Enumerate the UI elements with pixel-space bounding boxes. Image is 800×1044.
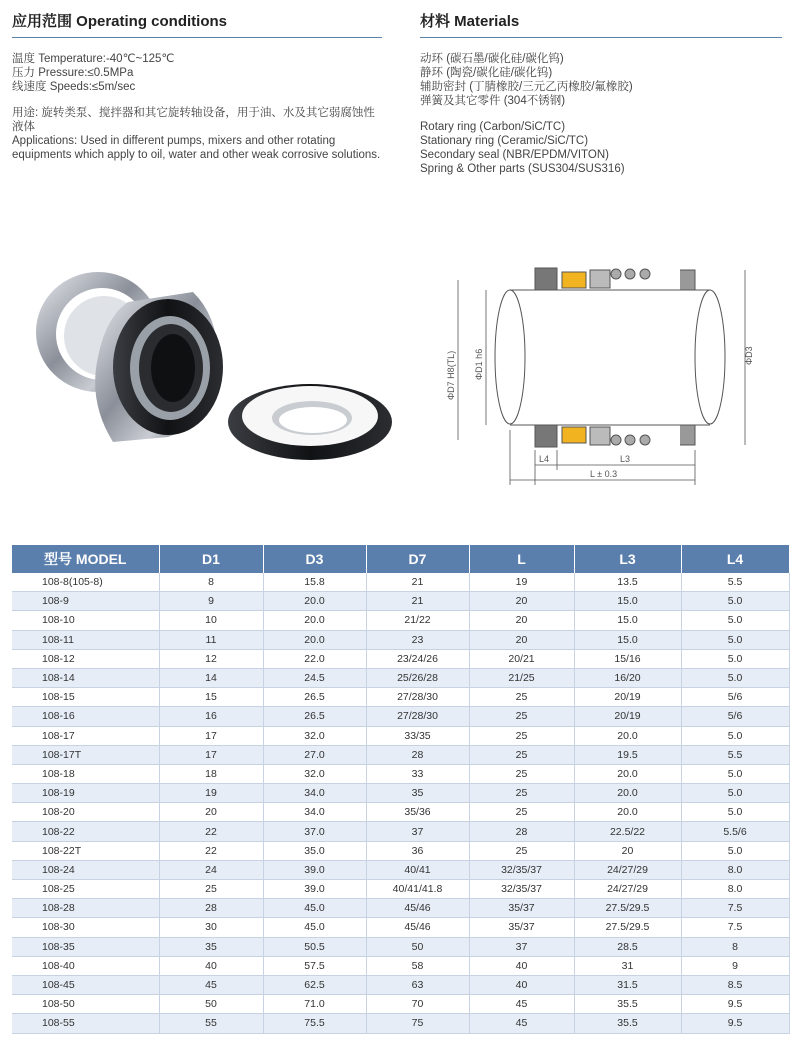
cell-d7: 21 [366, 573, 469, 592]
materials-text [420, 52, 782, 176]
cell-l4: 7.5 [681, 918, 789, 937]
cell-d7: 45/46 [366, 899, 469, 918]
table-row [12, 707, 789, 726]
cell-d1: 19 [159, 784, 263, 803]
cell-l4: 5.0 [681, 803, 789, 822]
cell-l3: 35.5 [574, 995, 681, 1014]
cell-d3: 45.0 [263, 918, 366, 937]
cell-l: 25 [469, 726, 574, 745]
seal-product-photo [18, 262, 398, 462]
cell-d1: 35 [159, 937, 263, 956]
cell-model: 108-8(105-8) [12, 573, 159, 592]
col-header-l4: L4 [681, 545, 789, 573]
cell-l: 35/37 [469, 899, 574, 918]
cell-l: 20 [469, 630, 574, 649]
table-row [12, 630, 789, 649]
cell-l3: 22.5/22 [574, 822, 681, 841]
cell-l3: 15.0 [574, 592, 681, 611]
cell-l3: 15.0 [574, 611, 681, 630]
cell-l: 28 [469, 822, 574, 841]
cell-l4: 5.0 [681, 784, 789, 803]
table-row [12, 995, 789, 1014]
operating-conditions-heading: 应用范围 Operating conditions [12, 10, 382, 38]
cell-l4: 9.5 [681, 1014, 789, 1033]
cell-l3: 20 [574, 841, 681, 860]
cell-d1: 28 [159, 899, 263, 918]
cell-d3: 34.0 [263, 784, 366, 803]
cell-l3: 13.5 [574, 573, 681, 592]
cell-l4: 5.5/6 [681, 822, 789, 841]
l4-dimension-label: L4 [539, 454, 550, 464]
cell-l3: 16/20 [574, 668, 681, 687]
cell-model: 108-12 [12, 649, 159, 668]
cell-d7: 33 [366, 764, 469, 783]
d1-dimension-label: ΦD1 h6 [474, 348, 484, 380]
cell-l4: 5.0 [681, 764, 789, 783]
cell-d7: 37 [366, 822, 469, 841]
table-row [12, 899, 789, 918]
table-row [12, 688, 789, 707]
cell-model: 108-30 [12, 918, 159, 937]
cell-d3: 20.0 [263, 592, 366, 611]
cell-d1: 17 [159, 745, 263, 764]
l-dimension-label: L ± 0.3 [590, 469, 618, 479]
cell-l: 25 [469, 688, 574, 707]
cell-d3: 24.5 [263, 668, 366, 687]
cell-model: 108-22 [12, 822, 159, 841]
cell-model: 108-50 [12, 995, 159, 1014]
cell-l4: 5.0 [681, 592, 789, 611]
table-row [12, 975, 789, 994]
cell-d1: 45 [159, 975, 263, 994]
cell-model: 108-55 [12, 1014, 159, 1033]
cell-l4: 5.0 [681, 630, 789, 649]
cell-model: 108-15 [12, 688, 159, 707]
cell-l: 20 [469, 592, 574, 611]
cell-model: 108-35 [12, 937, 159, 956]
cell-d7: 40/41/41.8 [366, 880, 469, 899]
cell-l: 40 [469, 975, 574, 994]
cell-model: 108-25 [12, 880, 159, 899]
table-header-row [12, 545, 789, 573]
cell-d3: 20.0 [263, 630, 366, 649]
table-row [12, 956, 789, 975]
materials-heading: 材料 Materials [420, 10, 782, 38]
material-cn-item: 动环 (碳石墨/碳化硅/碳化钨) [420, 53, 564, 65]
cell-model: 108-18 [12, 764, 159, 783]
cell-model: 108-24 [12, 860, 159, 879]
model-spec-table [12, 545, 790, 1034]
cell-d3: 71.0 [263, 995, 366, 1014]
cell-l4: 9.5 [681, 995, 789, 1014]
cell-model: 108-17 [12, 726, 159, 745]
cell-d7: 63 [366, 975, 469, 994]
l3-dimension-label: L3 [620, 454, 631, 464]
temperature-spec: 温度 Temperature:-40℃~125℃ [12, 53, 175, 65]
cell-d1: 30 [159, 918, 263, 937]
cell-l4: 8.5 [681, 975, 789, 994]
cell-d1: 17 [159, 726, 263, 745]
usage-cn: 用途: 旋转类泵、搅拌器和其它旋转轴设备，用于油、水及其它弱腐蚀性液体 [12, 107, 375, 133]
usage-en: Applications: Used in different pumps, mixers and other rotating equipments which apply to oil, water and other weak corrosive solutions. [12, 135, 381, 161]
cell-l4: 5/6 [681, 688, 789, 707]
cell-l: 25 [469, 803, 574, 822]
cell-model: 108-16 [12, 707, 159, 726]
cell-d1: 22 [159, 822, 263, 841]
cell-l4: 5.0 [681, 611, 789, 630]
cell-d3: 62.5 [263, 975, 366, 994]
cell-l: 25 [469, 745, 574, 764]
cell-l4: 5.0 [681, 649, 789, 668]
operating-conditions-text [12, 52, 382, 162]
material-en-item: Secondary seal (NBR/EPDM/VITON) [420, 149, 609, 161]
cell-l: 20 [469, 611, 574, 630]
cell-d3: 39.0 [263, 860, 366, 879]
cell-l3: 20.0 [574, 726, 681, 745]
table-row [12, 1014, 789, 1033]
cell-l3: 27.5/29.5 [574, 899, 681, 918]
table-row [12, 860, 789, 879]
col-header-d7: D7 [366, 545, 469, 573]
cell-d7: 40/41 [366, 860, 469, 879]
col-header-d1: D1 [159, 545, 263, 573]
material-en-item: Stationary ring (Ceramic/SiC/TC) [420, 135, 589, 147]
cell-d7: 23/24/26 [366, 649, 469, 668]
cell-d3: 57.5 [263, 956, 366, 975]
cell-d7: 28 [366, 745, 469, 764]
cell-d3: 32.0 [263, 764, 366, 783]
cell-l: 45 [469, 1014, 574, 1033]
cell-l3: 31.5 [574, 975, 681, 994]
cell-l4: 5/6 [681, 707, 789, 726]
cell-d7: 35/36 [366, 803, 469, 822]
cell-l4: 7.5 [681, 899, 789, 918]
table-row [12, 764, 789, 783]
pressure-spec: 压力 Pressure:≤0.5MPa [12, 67, 134, 79]
table-row [12, 803, 789, 822]
d7-dimension-label: ΦD7 H8(TL) [446, 350, 456, 400]
table-row [12, 745, 789, 764]
cell-d7: 21/22 [366, 611, 469, 630]
cell-d3: 37.0 [263, 822, 366, 841]
cell-model: 108-19 [12, 784, 159, 803]
cell-d1: 55 [159, 1014, 263, 1033]
cell-l3: 20.0 [574, 764, 681, 783]
cell-l: 40 [469, 956, 574, 975]
shaft-outline [495, 290, 725, 425]
cell-l: 25 [469, 707, 574, 726]
cell-d7: 45/46 [366, 918, 469, 937]
cell-d1: 9 [159, 592, 263, 611]
col-header-l: L [469, 545, 574, 573]
cell-l: 20/21 [469, 649, 574, 668]
cell-l4: 8.0 [681, 860, 789, 879]
cell-model: 108-20 [12, 803, 159, 822]
cell-l3: 15.0 [574, 630, 681, 649]
cell-model: 108-10 [12, 611, 159, 630]
cell-d1: 18 [159, 764, 263, 783]
cell-l3: 20.0 [574, 784, 681, 803]
cell-d1: 10 [159, 611, 263, 630]
cell-model: 108-9 [12, 592, 159, 611]
cell-d1: 20 [159, 803, 263, 822]
cell-l: 25 [469, 764, 574, 783]
col-header-d3: D3 [263, 545, 366, 573]
table-row [12, 573, 789, 592]
table-row [12, 918, 789, 937]
cell-l: 25 [469, 784, 574, 803]
cell-l3: 28.5 [574, 937, 681, 956]
seal-section-bottom [535, 425, 695, 447]
cell-d7: 75 [366, 1014, 469, 1033]
cell-model: 108-40 [12, 956, 159, 975]
cell-l: 35/37 [469, 918, 574, 937]
cell-d1: 12 [159, 649, 263, 668]
cell-l4: 5.5 [681, 573, 789, 592]
cell-model: 108-22T [12, 841, 159, 860]
table-row [12, 937, 789, 956]
table-row [12, 611, 789, 630]
cell-l4: 8.0 [681, 880, 789, 899]
cell-d1: 16 [159, 707, 263, 726]
material-en-item: Spring & Other parts (SUS304/SUS316) [420, 163, 625, 175]
cell-l3: 24/27/29 [574, 880, 681, 899]
cell-l: 25 [469, 841, 574, 860]
cell-d3: 20.0 [263, 611, 366, 630]
cell-d1: 22 [159, 841, 263, 860]
cell-d1: 8 [159, 573, 263, 592]
cell-l: 32/35/37 [469, 860, 574, 879]
cell-l3: 15/16 [574, 649, 681, 668]
cell-model: 108-28 [12, 899, 159, 918]
seal-cross-section-drawing [440, 250, 770, 500]
cell-d7: 36 [366, 841, 469, 860]
cell-d1: 40 [159, 956, 263, 975]
cell-model: 108-14 [12, 668, 159, 687]
cell-l4: 5.0 [681, 668, 789, 687]
cell-d7: 70 [366, 995, 469, 1014]
table-row [12, 592, 789, 611]
cell-l3: 35.5 [574, 1014, 681, 1033]
material-en-item: Rotary ring (Carbon/SiC/TC) [420, 121, 566, 133]
cell-d3: 75.5 [263, 1014, 366, 1033]
cell-l: 19 [469, 573, 574, 592]
cell-d7: 21 [366, 592, 469, 611]
material-cn-item: 弹簧及其它零件 (304不锈钢) [420, 95, 566, 107]
cell-l3: 20/19 [574, 707, 681, 726]
cell-model: 108-11 [12, 630, 159, 649]
table-row [12, 726, 789, 745]
cell-d1: 50 [159, 995, 263, 1014]
cell-l3: 24/27/29 [574, 860, 681, 879]
cell-l3: 31 [574, 956, 681, 975]
cell-d3: 22.0 [263, 649, 366, 668]
cell-d1: 14 [159, 668, 263, 687]
cell-l4: 8 [681, 937, 789, 956]
material-cn-item: 静环 (陶瓷/碳化硅/碳化钨) [420, 67, 553, 79]
cell-d7: 27/28/30 [366, 688, 469, 707]
seal-section-top [535, 268, 695, 290]
table-row [12, 841, 789, 860]
cell-d7: 50 [366, 937, 469, 956]
table-row [12, 668, 789, 687]
cell-l: 45 [469, 995, 574, 1014]
cell-d3: 26.5 [263, 688, 366, 707]
table-row [12, 822, 789, 841]
cell-l4: 9 [681, 956, 789, 975]
cell-l: 37 [469, 937, 574, 956]
cell-d3: 15.8 [263, 573, 366, 592]
cell-d7: 27/28/30 [366, 707, 469, 726]
cell-d3: 45.0 [263, 899, 366, 918]
cell-l3: 19.5 [574, 745, 681, 764]
col-header-l3: L3 [574, 545, 681, 573]
cell-d3: 34.0 [263, 803, 366, 822]
cell-l: 32/35/37 [469, 880, 574, 899]
cell-d1: 24 [159, 860, 263, 879]
cell-d3: 32.0 [263, 726, 366, 745]
table-row [12, 784, 789, 803]
cell-d7: 33/35 [366, 726, 469, 745]
cell-l3: 20.0 [574, 803, 681, 822]
cell-model: 108-17T [12, 745, 159, 764]
col-header-model: 型号 MODEL [12, 545, 159, 573]
speed-spec: 线速度 Speeds:≤5m/sec [12, 81, 136, 93]
d3-dimension-label: ΦD3 [744, 346, 754, 365]
material-cn-item: 辅助密封 (丁腈橡胶/三元乙丙橡胶/氟橡胶) [420, 81, 633, 93]
stationary-seat [228, 384, 392, 460]
cell-d7: 25/26/28 [366, 668, 469, 687]
cell-d1: 11 [159, 630, 263, 649]
cell-model: 108-45 [12, 975, 159, 994]
cell-d7: 58 [366, 956, 469, 975]
cell-d7: 35 [366, 784, 469, 803]
table-row [12, 880, 789, 899]
cell-l4: 5.5 [681, 745, 789, 764]
cell-l4: 5.0 [681, 841, 789, 860]
table-row [12, 649, 789, 668]
cell-l: 21/25 [469, 668, 574, 687]
cell-d3: 50.5 [263, 937, 366, 956]
cell-l3: 20/19 [574, 688, 681, 707]
cell-d3: 39.0 [263, 880, 366, 899]
cell-d1: 25 [159, 880, 263, 899]
cell-d1: 15 [159, 688, 263, 707]
cell-l4: 5.0 [681, 726, 789, 745]
cell-d7: 23 [366, 630, 469, 649]
cell-l3: 27.5/29.5 [574, 918, 681, 937]
cell-d3: 35.0 [263, 841, 366, 860]
cell-d3: 27.0 [263, 745, 366, 764]
cell-d3: 26.5 [263, 707, 366, 726]
